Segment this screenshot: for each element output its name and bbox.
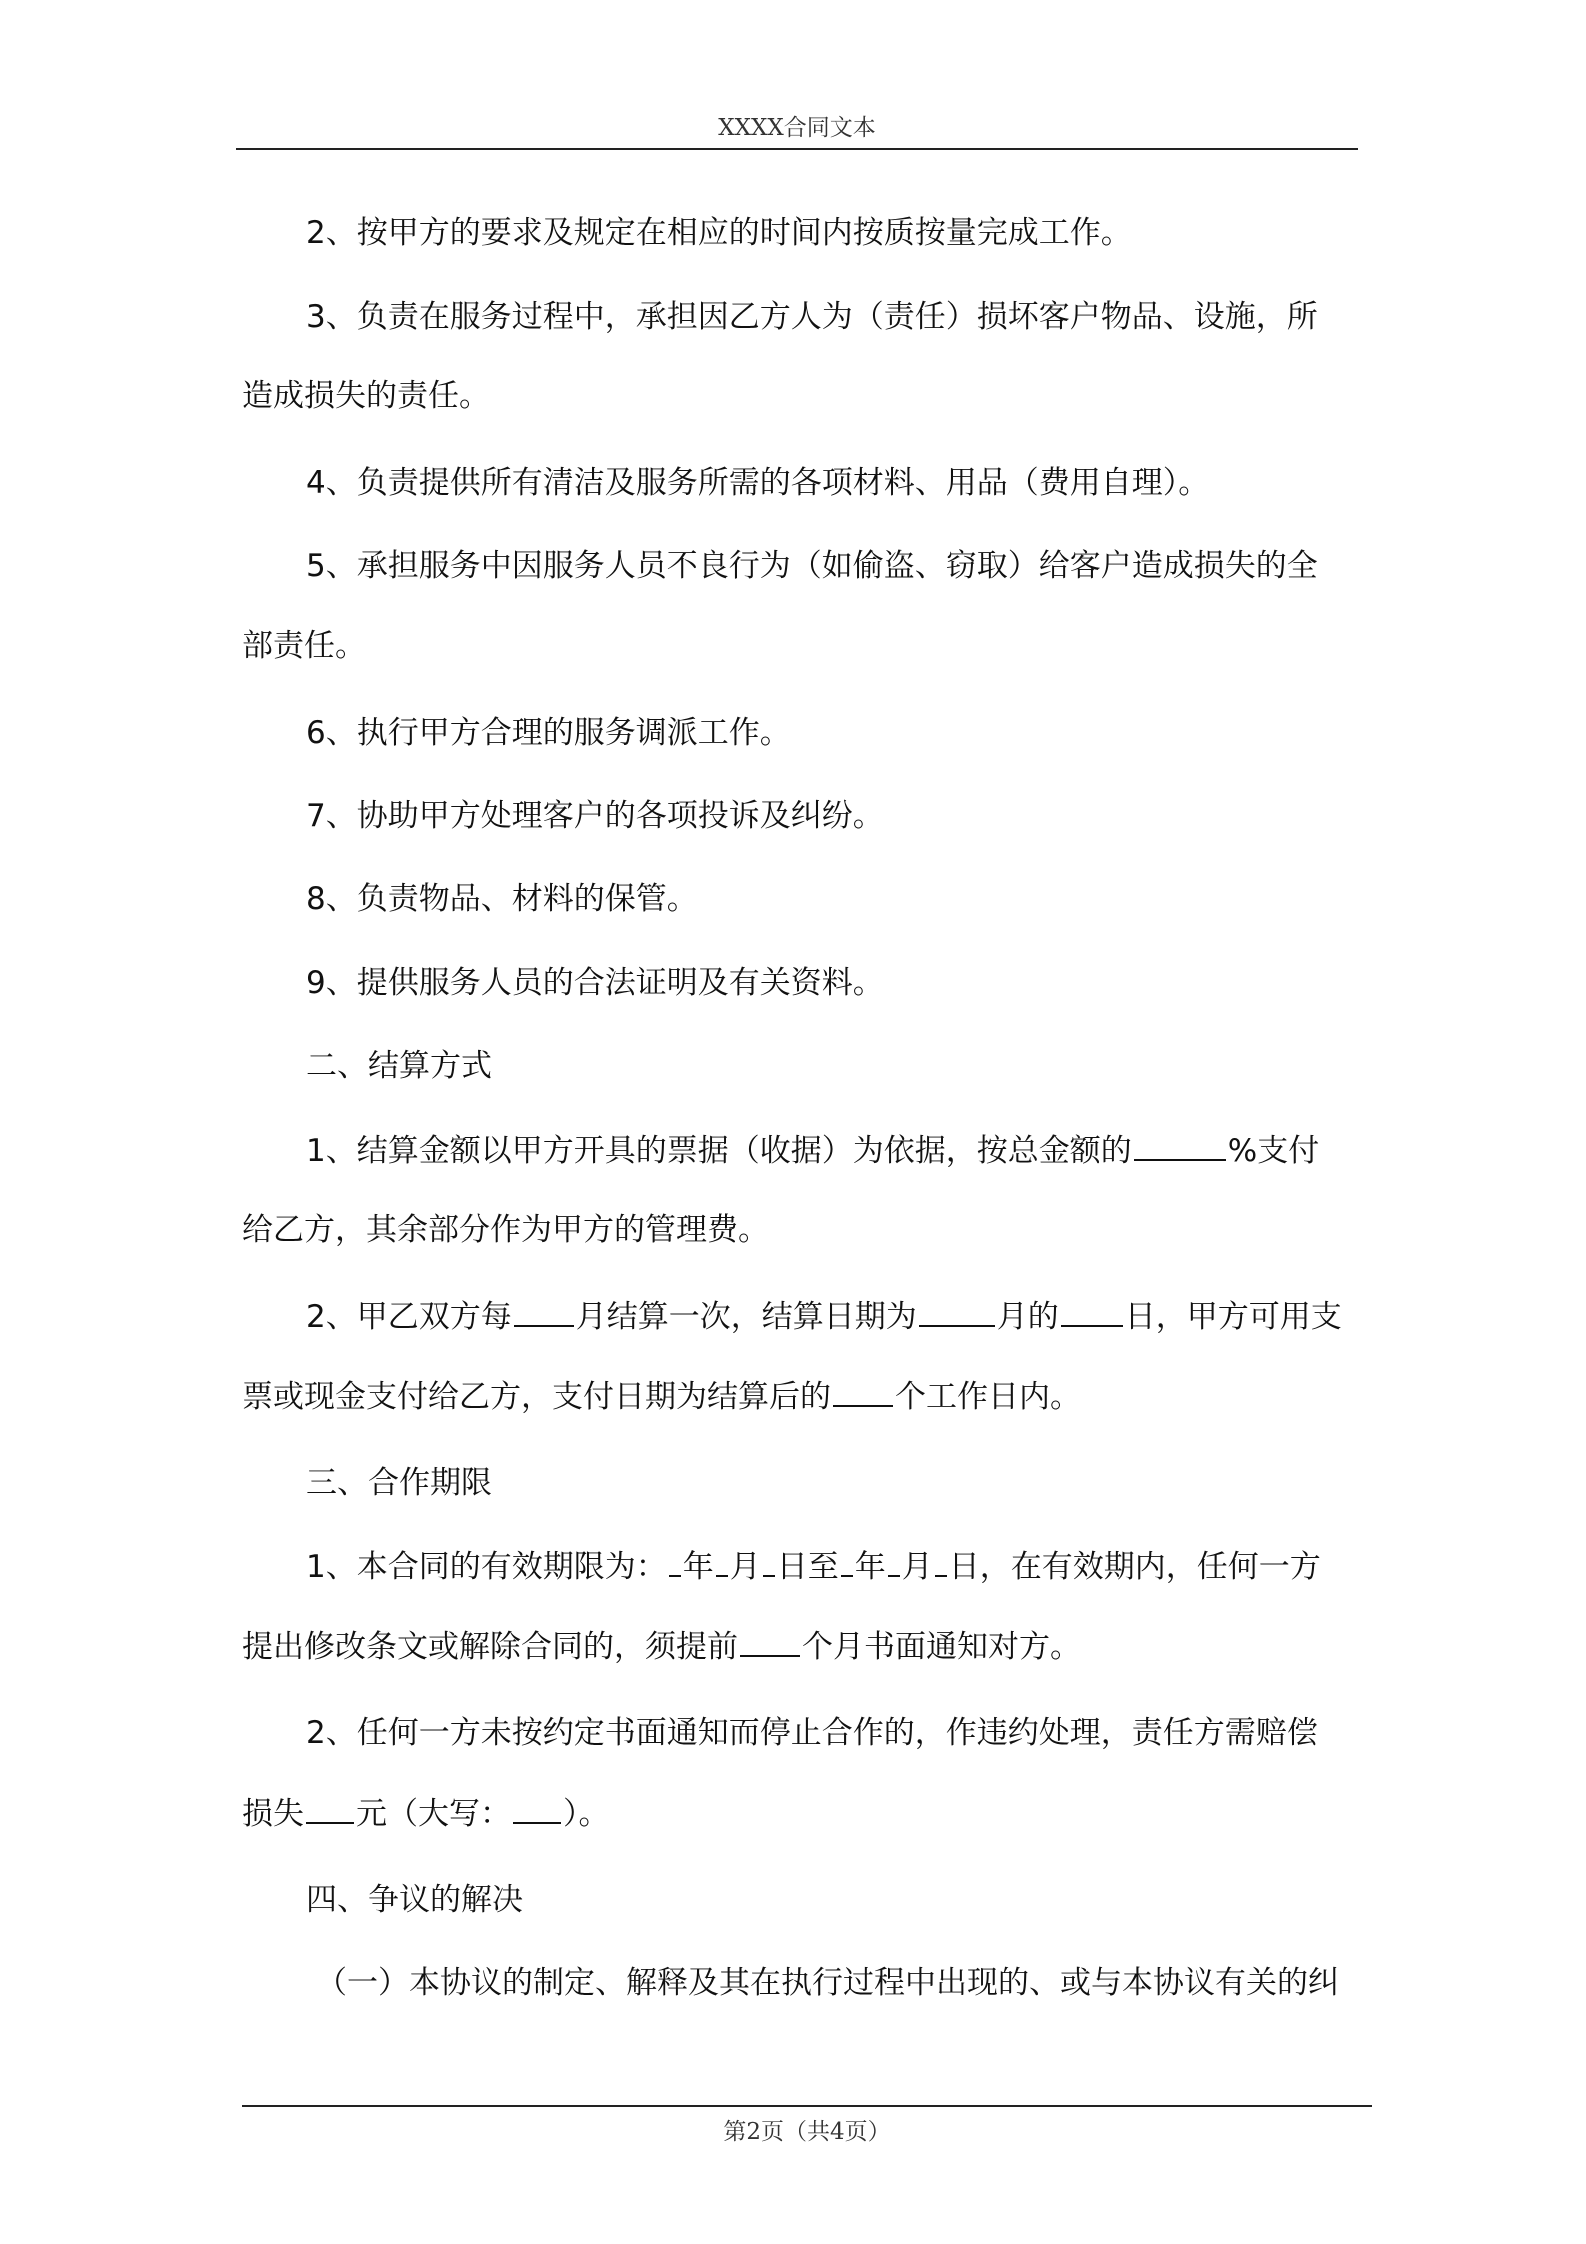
term-2-line-1: 2、任何一方未按约定书面通知而停止合作的，作违约处理，责任方需赔偿 — [306, 1715, 1318, 1751]
clause-3-line-2: 造成损失的责任。 — [242, 378, 490, 414]
settlement-2-text-d: 日，甲方可用支 — [1124, 1299, 1342, 1335]
clause-3-line-1: 3、负责在服务过程中，承担因乙方人为（责任）损坏客户物品、设施，所 — [306, 299, 1318, 335]
term-2-line-2 — [242, 1790, 610, 1836]
page-footer: 第2页（共4页） — [723, 2119, 891, 2145]
settlement-2-text-f: 个工作日内。 — [895, 1379, 1081, 1415]
month-blank — [919, 1293, 995, 1327]
clause-4: 4、负责提供所有清洁及服务所需的各项材料、用品（费用自理）。 — [306, 465, 1210, 501]
term-1-text-d: 日至 — [776, 1549, 839, 1585]
workdays-blank — [833, 1373, 893, 1407]
term-2-text-b: 元（大写： — [356, 1796, 511, 1832]
section-dispute-heading: 四、争议的解决 — [306, 1882, 523, 1918]
settlement-2-line-1 — [306, 1293, 1342, 1339]
clause-2: 2、按甲方的要求及规定在相应的时间内按质按量完成工作。 — [306, 215, 1132, 251]
clause-5-line-2: 部责任。 — [242, 628, 366, 664]
term-1-text-h: 提出修改条文或解除合同的，须提前 — [242, 1629, 738, 1665]
clause-5-line-1: 5、承担服务中因服务人员不良行为（如偷盗、窃取）给客户造成损失的全 — [306, 548, 1318, 584]
amount-blank — [306, 1790, 354, 1824]
settlement-1-text: 1、结算金额以甲方开具的票据（收据）为依据，按总金额的 — [306, 1133, 1132, 1169]
start-year-blank — [669, 1543, 681, 1577]
settlement-1-suffix: %支付 — [1227, 1133, 1320, 1169]
term-1-text-i: 个月书面通知对方。 — [802, 1629, 1081, 1665]
page-header: XXXX合同文本 — [236, 108, 1358, 150]
start-day-blank — [763, 1543, 775, 1577]
term-1-text-b: 年 — [682, 1549, 714, 1585]
clause-7: 7、协助甲方处理客户的各项投诉及纠纷。 — [306, 798, 884, 834]
term-2-text-a: 损失 — [242, 1796, 304, 1832]
dispute-1-line-1: （一）本协议的制定、解释及其在执行过程中出现的、或与本协议有关的纠 — [316, 1965, 1339, 2001]
settlement-2-line-2 — [242, 1373, 1081, 1419]
term-1-text-g: 日，在有效期内，任何一方 — [948, 1549, 1321, 1585]
term-1-line-2 — [242, 1623, 1081, 1669]
end-year-blank — [841, 1543, 853, 1577]
section-term-heading: 三、合作期限 — [306, 1465, 492, 1501]
start-month-blank — [716, 1543, 728, 1577]
footer-divider — [242, 2105, 1372, 2107]
term-2-text-c: ）。 — [563, 1796, 610, 1832]
settlement-2-text-c: 月的 — [996, 1299, 1059, 1335]
end-month-blank — [888, 1543, 900, 1577]
section-settlement-heading: 二、结算方式 — [306, 1048, 492, 1084]
notice-months-blank — [740, 1623, 800, 1657]
term-1-text-f: 月 — [901, 1549, 933, 1585]
settlement-1-line-1 — [306, 1127, 1319, 1173]
settlement-2-text-b: 月结算一次，结算日期为 — [575, 1299, 917, 1335]
term-1-text-c: 月 — [729, 1549, 761, 1585]
term-1-text-a: 1、本合同的有效期限为： — [306, 1549, 667, 1585]
term-1-line-1 — [306, 1543, 1321, 1589]
amount-words-blank — [513, 1790, 561, 1824]
end-day-blank — [935, 1543, 947, 1577]
settlement-1-line-2: 给乙方，其余部分作为甲方的管理费。 — [242, 1212, 769, 1248]
months-blank — [514, 1293, 574, 1327]
clause-6: 6、执行甲方合理的服务调派工作。 — [306, 715, 791, 751]
clause-9: 9、提供服务人员的合法证明及有关资料。 — [306, 965, 884, 1001]
day-blank — [1061, 1293, 1123, 1327]
term-1-text-e: 年 — [854, 1549, 886, 1585]
percent-blank — [1134, 1127, 1226, 1161]
clause-8: 8、负责物品、材料的保管。 — [306, 881, 698, 917]
settlement-2-text-a: 2、甲乙双方每 — [306, 1299, 512, 1335]
settlement-2-text-e: 票或现金支付给乙方，支付日期为结算后的 — [242, 1379, 831, 1415]
